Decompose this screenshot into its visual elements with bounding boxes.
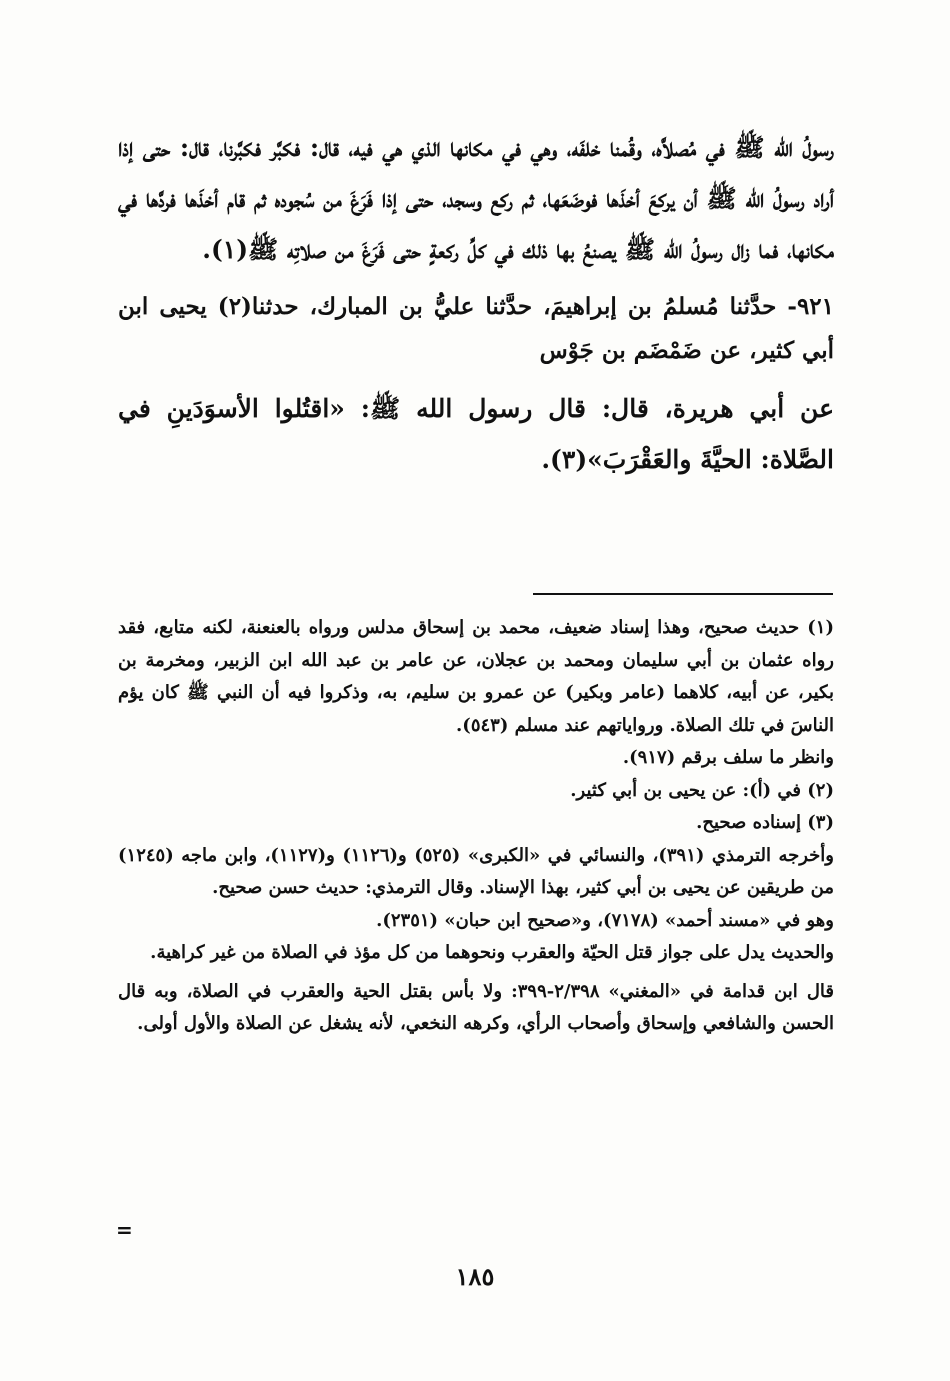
main-paragraph-1: رسولُ الله ﷺ في مُصلاَّه، وقُمنا خلفَه، وهي في مكانها الذي هي فيه، قال: فكبَّر فكبَّرنا، قال: حتى إذا أراد رسولُ الله ﷺ أن يركعَ أخذَها فوضَعَها، ثم ركع وسجد، حتى إذا فَرَغَ من سُجوده ثم قام أخذَها فردَّها في مكانها، فما زال رسولُ الله ﷺ يصنعُ بها ذلك في كلِّ ركعةٍ حتى فَرَغَ من صلاتِه ﷺ(١). — [118, 133, 834, 264]
main-paragraph-3: عن أبي هريرة، قال: قال رسول الله ﷺ: «اقتُلوا الأسوَدَينِ في الصَّلاة: الحيَّةَ والعَقْرَبَ»(٣). — [118, 394, 834, 474]
footnote-1-cont: وانظر ما سلف برقم (٩١٧). — [622, 747, 834, 768]
footnotes — [118, 612, 834, 1041]
footnote-2: (٢) في (أ): عن يحيى بن أبي كثير. — [570, 779, 834, 801]
main-paragraph-2: ٩٢١- حدَّثنا مُسلمُ بن إبراهيمَ، حدَّثنا عليُّ بن المبارك، حدثنا(٢) يحيى ابن أبي كثير، عن ضَمْضَم بن جَوْس — [118, 293, 834, 364]
footnote-1: (١) حديث صحيح، وهذا إسناد ضعيف، محمد بن إسحاق مدلس ورواه بالعنعنة، لكنه متابع، فقد رواه عثمان بن أبي سليمان ومحمد بن عجلان، عن عامر بن عبد الله ابن الزبير، ومخرمة بن بكير، عن أبيه، كلاهما (عامر وبكير) عن عمرو بن سليم، به، وذكروا فيه أن النبي ﷺ كان يؤم الناسَ في تلك الصلاة. ورواياتهم عند مسلم (٥٤٣). — [118, 617, 834, 736]
main-text — [118, 122, 834, 495]
footnote-3-ibn-qudama: قال ابن قدامة في «المغني» ٢/٣٩٨-٣٩٩: ولا بأس بقتل الحية والعقرب في الصلاة، وبه قال الحسن والشافعي وإسحاق وأصحاب الرأي، وكرهه النخعي، لأنه يشغل عن الصلاة والأول أولى. — [118, 980, 834, 1034]
footnote-3-musnad: وهو في «مسند أحمد» (٧١٧٨)، و«صحيح ابن حبان» (٢٣٥١). — [376, 909, 834, 931]
footnote-3: (٣) إسناده صحيح. — [696, 812, 834, 833]
page-number: ١٨٥ — [455, 1262, 495, 1291]
footnote-separator — [533, 593, 833, 595]
footnote-3-takhrij: وأخرجه الترمذي (٣٩١)، والنسائي في «الكبرى» (٥٢٥) و(١١٢٦) و(١١٢٧)، وابن ماجه (١٢٤٥) من طريقين عن يحيى بن أبي كثير، بهذا الإسناد. وقال الترمذي: حديث حسن صحيح. — [118, 844, 834, 898]
continuation-mark: = — [116, 1218, 133, 1242]
footnote-3-fiqh: والحديث يدل على جواز قتل الحيّة والعقرب ونحوهما من كل مؤذ في الصلاة من غير كراهية. — [150, 942, 834, 963]
